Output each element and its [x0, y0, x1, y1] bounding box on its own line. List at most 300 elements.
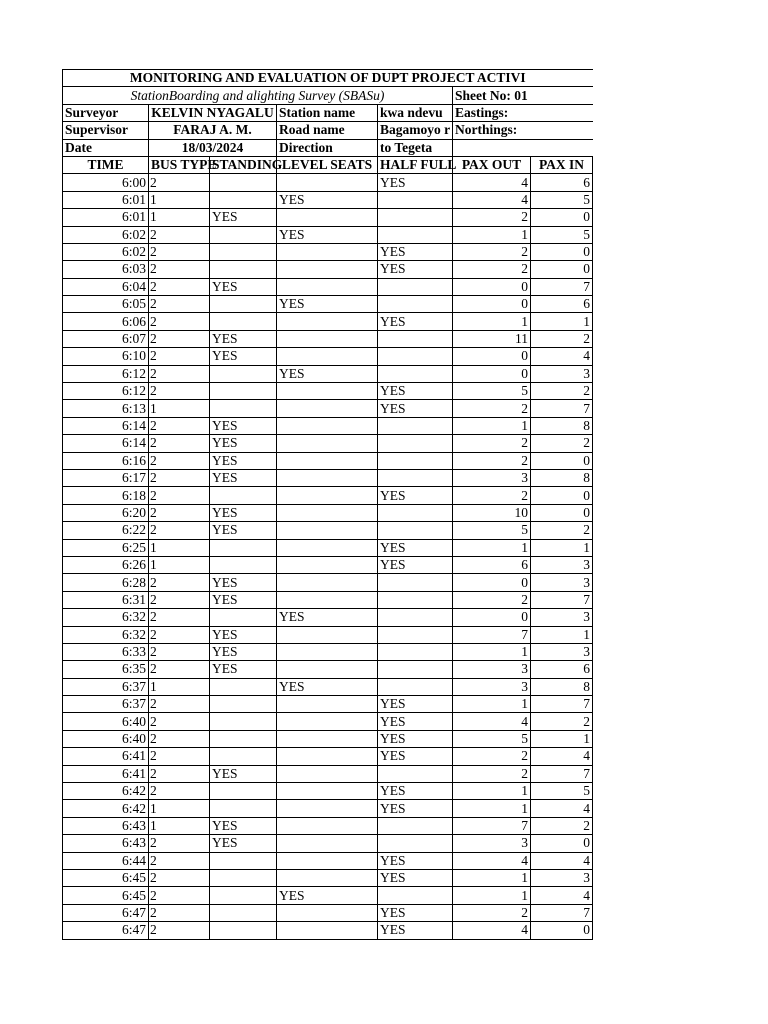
half-full-cell: YES [378, 383, 453, 400]
level-seats-cell [277, 869, 378, 886]
half-full-cell: YES [378, 400, 453, 417]
bus-type-cell: 2 [149, 435, 210, 452]
standing-cell [210, 783, 277, 800]
pax-out-cell: 2 [453, 400, 531, 417]
pax-in-cell: 4 [531, 348, 593, 365]
time-cell: 6:47 [63, 904, 149, 921]
level-seats-cell [277, 330, 378, 347]
standing-cell [210, 556, 277, 573]
time-cell: 6:03 [63, 261, 149, 278]
standing-cell: YES [210, 278, 277, 295]
standing-cell [210, 261, 277, 278]
level-seats-cell: YES [277, 365, 378, 382]
pax-out-cell: 3 [453, 661, 531, 678]
bus-type-cell: 1 [149, 400, 210, 417]
standing-cell [210, 313, 277, 330]
bus-type-cell: 2 [149, 243, 210, 260]
bus-type-cell: 1 [149, 556, 210, 573]
pax-out-cell: 1 [453, 887, 531, 904]
bus-type-cell: 2 [149, 469, 210, 486]
half-full-cell [378, 209, 453, 226]
standing-cell: YES [210, 661, 277, 678]
table-row [63, 835, 593, 852]
half-full-cell [378, 191, 453, 208]
standing-cell [210, 713, 277, 730]
standing-cell [210, 383, 277, 400]
half-full-cell [378, 765, 453, 782]
half-full-cell: YES [378, 174, 453, 191]
bus-type-cell: 2 [149, 226, 210, 243]
half-full-cell [378, 452, 453, 469]
time-cell: 6:17 [63, 469, 149, 486]
time-cell: 6:00 [63, 174, 149, 191]
level-seats-cell [277, 800, 378, 817]
pax-in-cell: 6 [531, 661, 593, 678]
half-full-cell [378, 417, 453, 434]
bus-type-cell: 2 [149, 730, 210, 747]
bus-type-cell: 2 [149, 869, 210, 886]
pax-in-cell: 7 [531, 278, 593, 295]
standing-cell: YES [210, 765, 277, 782]
half-full-cell [378, 365, 453, 382]
time-cell: 6:07 [63, 330, 149, 347]
bus-type-cell: 2 [149, 365, 210, 382]
time-cell: 6:44 [63, 852, 149, 869]
bus-type-cell: 2 [149, 574, 210, 591]
table-row [63, 574, 593, 591]
half-full-cell [378, 348, 453, 365]
pax-in-cell: 3 [531, 574, 593, 591]
level-seats-cell [277, 383, 378, 400]
time-cell: 6:18 [63, 487, 149, 504]
pax-in-cell: 3 [531, 643, 593, 660]
level-seats-cell [277, 261, 378, 278]
pax-in-cell: 4 [531, 800, 593, 817]
bus-type-cell: 2 [149, 330, 210, 347]
bus-type-cell: 2 [149, 296, 210, 313]
bus-type-cell: 1 [149, 209, 210, 226]
standing-cell [210, 539, 277, 556]
standing-cell [210, 609, 277, 626]
level-seats-cell [277, 904, 378, 921]
pax-out-cell: 7 [453, 626, 531, 643]
standing-cell [210, 296, 277, 313]
time-cell: 6:25 [63, 539, 149, 556]
pax-in-cell: 3 [531, 556, 593, 573]
time-cell: 6:40 [63, 713, 149, 730]
table-row [63, 296, 593, 313]
half-full-cell: YES [378, 696, 453, 713]
table-row [63, 800, 593, 817]
standing-cell [210, 243, 277, 260]
half-full-cell [378, 330, 453, 347]
pax-in-cell: 0 [531, 504, 593, 521]
time-cell: 6:16 [63, 452, 149, 469]
table-row [63, 191, 593, 208]
pax-out-cell: 3 [453, 469, 531, 486]
half-full-cell [378, 591, 453, 608]
bus-type-cell: 2 [149, 609, 210, 626]
bus-type-cell: 1 [149, 191, 210, 208]
standing-cell: YES [210, 591, 277, 608]
half-full-cell: YES [378, 556, 453, 573]
half-full-cell: YES [378, 904, 453, 921]
table-row [63, 226, 593, 243]
pax-in-cell: 2 [531, 522, 593, 539]
surveyor-label: Surveyor [63, 104, 149, 121]
pax-in-cell: 1 [531, 730, 593, 747]
standing-cell [210, 904, 277, 921]
bus-type-cell: 2 [149, 904, 210, 921]
pax-in-cell: 2 [531, 435, 593, 452]
level-seats-cell: YES [277, 296, 378, 313]
road-label: Road name [277, 122, 378, 139]
level-seats-cell [277, 469, 378, 486]
half-full-cell: YES [378, 487, 453, 504]
table-row [63, 609, 593, 626]
table-row [63, 539, 593, 556]
time-cell: 6:02 [63, 226, 149, 243]
pax-out-cell: 1 [453, 696, 531, 713]
time-cell: 6:41 [63, 765, 149, 782]
table-row [63, 661, 593, 678]
northings-label: Northings: [453, 122, 593, 139]
pax-out-cell: 4 [453, 174, 531, 191]
time-cell: 6:47 [63, 922, 149, 939]
pax-out-cell: 2 [453, 209, 531, 226]
table-row [63, 678, 593, 695]
level-seats-cell [277, 835, 378, 852]
half-full-cell: YES [378, 800, 453, 817]
standing-cell [210, 922, 277, 939]
pax-in-cell: 7 [531, 591, 593, 608]
pax-out-cell: 1 [453, 417, 531, 434]
half-full-cell [378, 278, 453, 295]
half-full-cell [378, 643, 453, 660]
bus-type-cell: 2 [149, 661, 210, 678]
level-seats-cell: YES [277, 191, 378, 208]
level-seats-cell [277, 313, 378, 330]
half-full-cell [378, 626, 453, 643]
bus-type-cell: 2 [149, 278, 210, 295]
pax-out-cell: 2 [453, 243, 531, 260]
level-seats-cell [277, 626, 378, 643]
pax-in-cell: 4 [531, 748, 593, 765]
direction-label: Direction [277, 139, 378, 156]
standing-cell [210, 869, 277, 886]
level-seats-cell [277, 209, 378, 226]
half-full-cell [378, 835, 453, 852]
bus-type-cell: 1 [149, 800, 210, 817]
pax-in-cell: 6 [531, 296, 593, 313]
time-cell: 6:28 [63, 574, 149, 591]
pax-out-cell: 1 [453, 226, 531, 243]
level-seats-cell [277, 539, 378, 556]
level-seats-cell [277, 643, 378, 660]
time-cell: 6:43 [63, 835, 149, 852]
level-seats-cell [277, 417, 378, 434]
pax-in-cell: 8 [531, 678, 593, 695]
level-seats-cell: YES [277, 887, 378, 904]
time-cell: 6:41 [63, 748, 149, 765]
table-row [63, 626, 593, 643]
time-cell: 6:43 [63, 817, 149, 834]
level-seats-cell [277, 278, 378, 295]
half-full-cell [378, 296, 453, 313]
time-cell: 6:45 [63, 887, 149, 904]
table-row [63, 556, 593, 573]
bus-type-cell: 2 [149, 174, 210, 191]
bus-type-cell: 2 [149, 417, 210, 434]
bus-type-cell: 2 [149, 748, 210, 765]
table-row [63, 487, 593, 504]
pax-out-cell: 4 [453, 191, 531, 208]
level-seats-cell: YES [277, 678, 378, 695]
header-pax-out: PAX OUT [453, 156, 531, 173]
table-row [63, 348, 593, 365]
pax-out-cell: 11 [453, 330, 531, 347]
sheet-title: MONITORING AND EVALUATION OF DUPT PROJECT ACTIVI [63, 70, 593, 87]
table-row [63, 904, 593, 921]
half-full-cell: YES [378, 539, 453, 556]
time-cell: 6:12 [63, 365, 149, 382]
standing-cell: YES [210, 417, 277, 434]
level-seats-cell [277, 435, 378, 452]
time-cell: 6:37 [63, 678, 149, 695]
pax-out-cell: 1 [453, 800, 531, 817]
time-cell: 6:22 [63, 522, 149, 539]
pax-out-cell: 1 [453, 643, 531, 660]
pax-in-cell: 2 [531, 330, 593, 347]
standing-cell [210, 226, 277, 243]
pax-in-cell: 3 [531, 365, 593, 382]
level-seats-cell [277, 243, 378, 260]
table-row [63, 522, 593, 539]
half-full-cell [378, 435, 453, 452]
bus-type-cell: 2 [149, 765, 210, 782]
table-row [63, 713, 593, 730]
pax-out-cell: 5 [453, 522, 531, 539]
time-cell: 6:01 [63, 191, 149, 208]
pax-out-cell: 1 [453, 869, 531, 886]
survey-sheet [62, 69, 592, 940]
standing-cell [210, 730, 277, 747]
pax-in-cell: 0 [531, 922, 593, 939]
pax-out-cell: 4 [453, 922, 531, 939]
bus-type-cell: 2 [149, 261, 210, 278]
pax-out-cell: 6 [453, 556, 531, 573]
pax-out-cell: 5 [453, 730, 531, 747]
table-row [63, 922, 593, 939]
standing-cell: YES [210, 574, 277, 591]
level-seats-cell [277, 783, 378, 800]
date-label: Date [63, 139, 149, 156]
pax-in-cell: 7 [531, 904, 593, 921]
pax-in-cell: 0 [531, 452, 593, 469]
time-cell: 6:14 [63, 435, 149, 452]
time-cell: 6:12 [63, 383, 149, 400]
bus-type-cell: 2 [149, 487, 210, 504]
surveyor-value: KELVIN NYAGALU [149, 104, 277, 121]
level-seats-cell [277, 574, 378, 591]
station-label: Station name [277, 104, 378, 121]
bus-type-cell: 2 [149, 591, 210, 608]
level-seats-cell [277, 504, 378, 521]
pax-out-cell: 0 [453, 574, 531, 591]
pax-in-cell: 3 [531, 869, 593, 886]
standing-cell: YES [210, 522, 277, 539]
half-full-cell [378, 609, 453, 626]
time-cell: 6:40 [63, 730, 149, 747]
table-row [63, 417, 593, 434]
standing-cell: YES [210, 504, 277, 521]
standing-cell: YES [210, 626, 277, 643]
table-row [63, 452, 593, 469]
pax-in-cell: 8 [531, 417, 593, 434]
half-full-cell: YES [378, 748, 453, 765]
level-seats-cell [277, 696, 378, 713]
bus-type-cell: 2 [149, 835, 210, 852]
time-cell: 6:32 [63, 609, 149, 626]
road-value: Bagamoyo r [378, 122, 453, 139]
level-seats-cell [277, 452, 378, 469]
bus-type-cell: 2 [149, 452, 210, 469]
bus-type-cell: 2 [149, 504, 210, 521]
bus-type-cell: 2 [149, 348, 210, 365]
time-cell: 6:42 [63, 800, 149, 817]
pax-in-cell: 0 [531, 209, 593, 226]
date-value: 18/03/2024 [149, 139, 277, 156]
bus-type-cell: 2 [149, 696, 210, 713]
standing-cell: YES [210, 435, 277, 452]
pax-out-cell: 1 [453, 313, 531, 330]
pax-in-cell: 2 [531, 817, 593, 834]
pax-in-cell: 4 [531, 852, 593, 869]
pax-in-cell: 7 [531, 696, 593, 713]
level-seats-cell [277, 661, 378, 678]
half-full-cell: YES [378, 713, 453, 730]
half-full-cell: YES [378, 783, 453, 800]
standing-cell [210, 487, 277, 504]
half-full-cell [378, 469, 453, 486]
direction-value: to Tegeta [378, 139, 453, 156]
table-row [63, 469, 593, 486]
half-full-cell: YES [378, 730, 453, 747]
half-full-cell [378, 504, 453, 521]
pax-in-cell: 6 [531, 174, 593, 191]
table-row [63, 748, 593, 765]
half-full-cell: YES [378, 869, 453, 886]
level-seats-cell [277, 174, 378, 191]
time-cell: 6:31 [63, 591, 149, 608]
table-row [63, 504, 593, 521]
standing-cell [210, 887, 277, 904]
pax-out-cell: 0 [453, 365, 531, 382]
pax-in-cell: 0 [531, 243, 593, 260]
table-row [63, 278, 593, 295]
standing-cell [210, 748, 277, 765]
survey-table [62, 69, 593, 940]
table-row [63, 696, 593, 713]
bus-type-cell: 2 [149, 643, 210, 660]
pax-out-cell: 2 [453, 748, 531, 765]
level-seats-cell [277, 556, 378, 573]
pax-out-cell: 3 [453, 835, 531, 852]
half-full-cell [378, 817, 453, 834]
time-cell: 6:14 [63, 417, 149, 434]
time-cell: 6:42 [63, 783, 149, 800]
eastings-label: Eastings: [453, 104, 593, 121]
table-row [63, 852, 593, 869]
standing-cell: YES [210, 348, 277, 365]
pax-out-cell: 3 [453, 678, 531, 695]
standing-cell [210, 365, 277, 382]
standing-cell [210, 400, 277, 417]
level-seats-cell: YES [277, 609, 378, 626]
table-row [63, 817, 593, 834]
pax-in-cell: 5 [531, 191, 593, 208]
time-cell: 6:37 [63, 696, 149, 713]
pax-out-cell: 2 [453, 261, 531, 278]
standing-cell [210, 800, 277, 817]
header-time: TIME [63, 156, 149, 173]
half-full-cell [378, 522, 453, 539]
time-cell: 6:33 [63, 643, 149, 660]
standing-cell [210, 174, 277, 191]
column-header-row [63, 156, 593, 173]
level-seats-cell: YES [277, 226, 378, 243]
time-cell: 6:06 [63, 313, 149, 330]
table-row [63, 383, 593, 400]
pax-in-cell: 0 [531, 261, 593, 278]
time-cell: 6:13 [63, 400, 149, 417]
time-cell: 6:35 [63, 661, 149, 678]
half-full-cell [378, 678, 453, 695]
pax-out-cell: 1 [453, 783, 531, 800]
table-row [63, 643, 593, 660]
bus-type-cell: 1 [149, 678, 210, 695]
half-full-cell: YES [378, 243, 453, 260]
pax-in-cell: 1 [531, 626, 593, 643]
pax-in-cell: 1 [531, 539, 593, 556]
pax-in-cell: 8 [531, 469, 593, 486]
pax-out-cell: 7 [453, 817, 531, 834]
level-seats-cell [277, 487, 378, 504]
bus-type-cell: 2 [149, 922, 210, 939]
time-cell: 6:02 [63, 243, 149, 260]
half-full-cell: YES [378, 313, 453, 330]
bus-type-cell: 2 [149, 852, 210, 869]
pax-out-cell: 0 [453, 348, 531, 365]
pax-in-cell: 2 [531, 713, 593, 730]
level-seats-cell [277, 400, 378, 417]
pax-out-cell: 4 [453, 852, 531, 869]
standing-cell: YES [210, 469, 277, 486]
pax-in-cell: 4 [531, 887, 593, 904]
sheet-number: Sheet No: 01 [453, 87, 593, 104]
time-cell: 6:32 [63, 626, 149, 643]
bus-type-cell: 2 [149, 383, 210, 400]
time-cell: 6:01 [63, 209, 149, 226]
half-full-cell [378, 574, 453, 591]
table-row [63, 400, 593, 417]
standing-cell [210, 852, 277, 869]
standing-cell: YES [210, 643, 277, 660]
standing-cell: YES [210, 817, 277, 834]
pax-out-cell: 2 [453, 765, 531, 782]
table-row [63, 887, 593, 904]
bus-type-cell: 2 [149, 713, 210, 730]
